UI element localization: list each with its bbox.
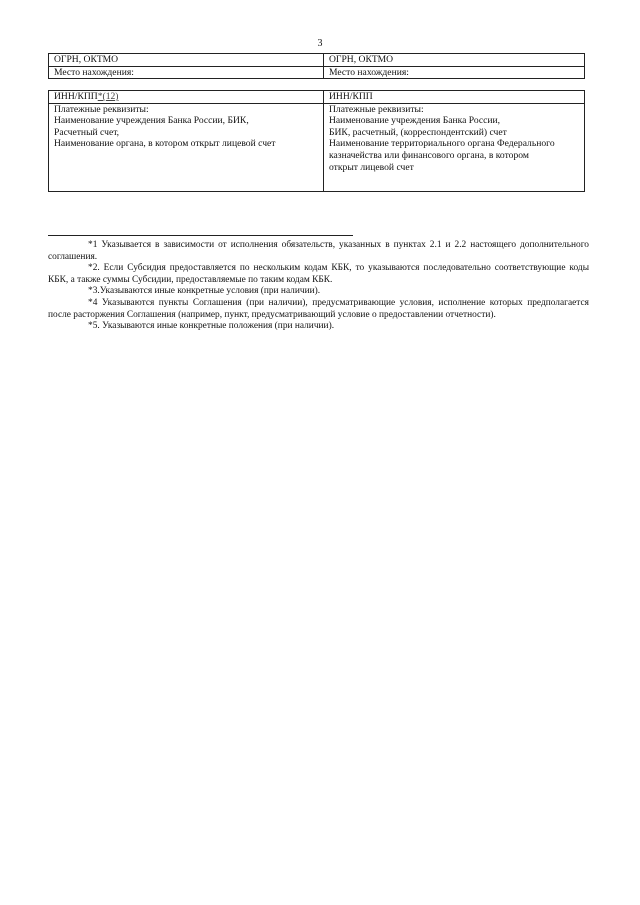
payment-details-table [48, 90, 585, 192]
table-row [49, 66, 585, 79]
payment-line: Наименование органа, в котором открыт лицевой счет [54, 138, 276, 150]
ogrn-oktmo-right: ОГРН, ОКТМО [324, 54, 585, 67]
payment-line: открыт лицевой счет [329, 161, 414, 173]
payment-line: Платежные реквизиты: [54, 103, 149, 115]
footnote: *4 Указываются пункты Соглашения (при наличии), предусматривающие условия, исполнение которых предполагается после расторжения Соглашения (например, пункт, предусматривающий условие о предоставлении отчетности). [48, 297, 589, 320]
payment-line: Платежные реквизиты: [329, 103, 424, 115]
footnote: *5. Указываются иные конкретные положения (при наличии). [88, 321, 335, 332]
inn-kpp-left [49, 91, 324, 104]
inn-kpp-left-label: ИНН/КПП [54, 91, 98, 102]
footnote-ref-link[interactable]: *(12) [97, 91, 119, 102]
payment-line: Наименование учреждения Банка России, БИК, [54, 115, 249, 127]
footnotes [48, 240, 589, 333]
table-row [49, 54, 585, 67]
payment-line: Наименование учреждения Банка России, [329, 115, 501, 127]
details-table [48, 53, 585, 79]
payment-line: Наименование территориального органа Федерального [329, 138, 555, 150]
payment-details-right [324, 103, 585, 191]
payment-line: Расчетный счет, [54, 126, 120, 138]
payment-line: БИК, расчетный, (корреспондентский) счет [329, 126, 507, 138]
payment-line: казначейства или финансового органа, в котором [329, 149, 529, 161]
table-row [49, 91, 585, 104]
location-right: Место нахождения: [324, 66, 585, 79]
ogrn-oktmo-left: ОГРН, ОКТМО [49, 54, 324, 67]
footnote: *1 Указывается в зависимости от исполнения обязательств, указанных в пунктах 2.1 и 2.2 настоящего дополнительного соглашения. [48, 240, 589, 262]
footnote-separator [48, 235, 353, 236]
footnote: *3.Указываются иные конкретные условия (при наличии). [88, 286, 321, 297]
inn-kpp-right: ИНН/КПП [324, 91, 585, 104]
table-row [49, 103, 585, 191]
payment-details-left [49, 103, 324, 191]
page-number: 3 [317, 38, 323, 49]
location-left: Место нахождения: [49, 66, 324, 79]
footnote: *2. Если Субсидия предоставляется по нескольким кодам КБК, то указываются последовательно соответствующие коды КБК, а также суммы Субсидии, предоставляемые по таким кодам КБК. [48, 263, 589, 285]
